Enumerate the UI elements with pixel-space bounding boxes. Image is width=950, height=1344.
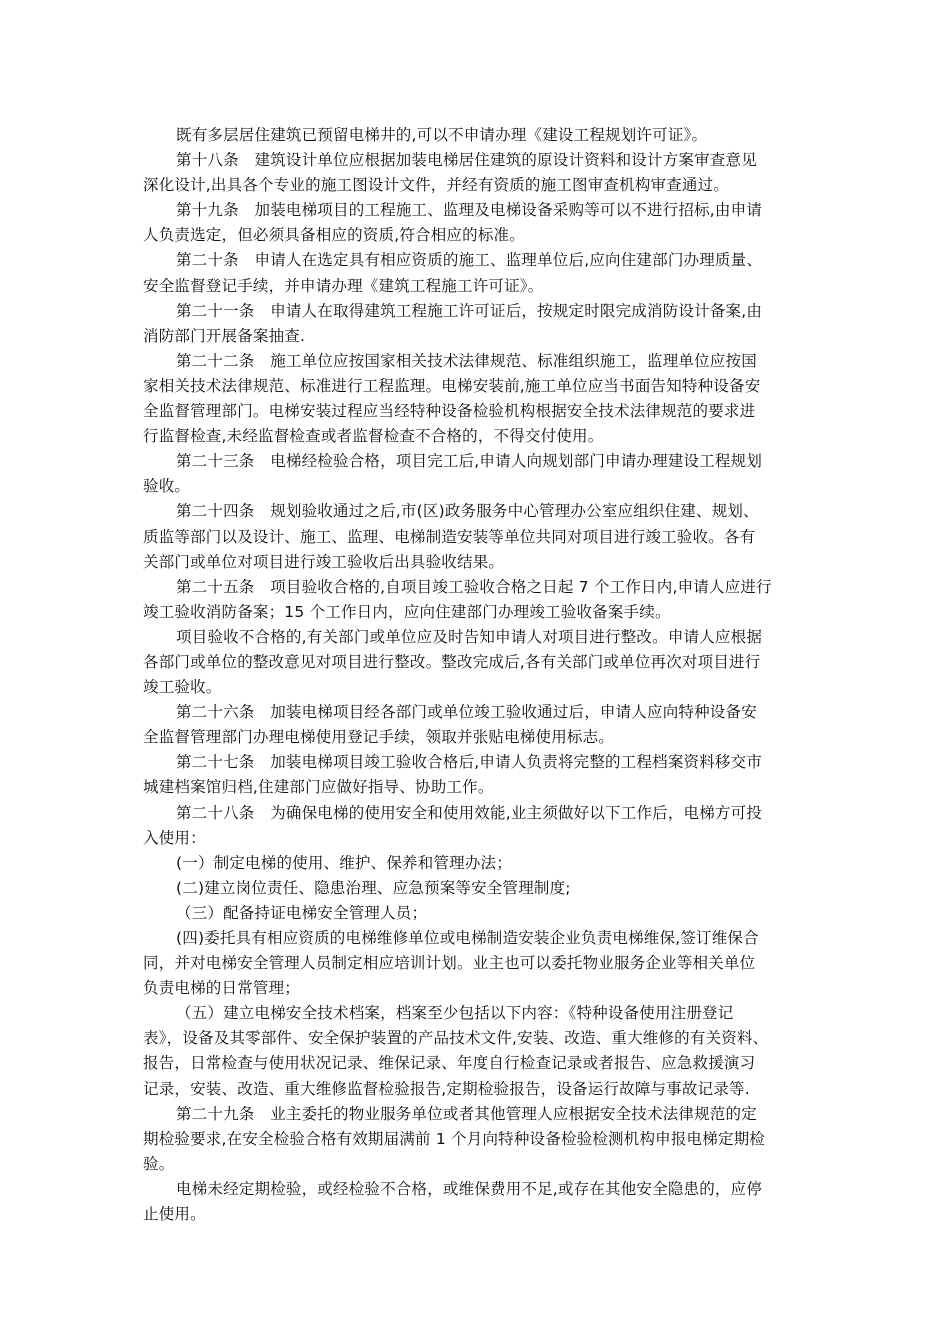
text-line: (四)委托具有相应资质的电梯维修单位或电梯制造安装企业负责电梯维保,签订维保合 (176, 929, 759, 947)
text-line: 记录，安装、改造、重大维修监督检验报告,定期检验报告，设备运行故障与事故记录等. (143, 1079, 750, 1098)
text-line: 入使用： (143, 828, 206, 847)
document-body (143, 123, 808, 1227)
text-line: (一）制定电梯的使用、维护、保养和管理办法； (176, 853, 512, 872)
text-line: 第二十九条 业主委托的物业服务单位或者其他管理人应根据安全技术法律规范的定 (176, 1104, 757, 1123)
text-line: 第十九条 加装电梯项目的工程施工、监理及电梯设备采购等可以不进行招标,由申请 (176, 201, 763, 220)
text-line: 质监等部门以及设计、施工、监理、电梯制造安装等单位共同对项目进行竣工验收。各有 (143, 527, 756, 546)
text-line: 竣工验收消防备案；15 个工作日内，应向住建部门办理竣工验收备案手续。 (143, 602, 671, 621)
text-line: 第二十七条 加装电梯项目竣工验收合格后,申请人负责将完整的工程档案资料移交市 (176, 753, 763, 772)
text-line: 负责电梯的日常管理； (143, 979, 301, 998)
text-line: 关部门或单位对项目进行竣工验收后出具验收结果。 (143, 552, 505, 571)
text-line: 第二十二条 施工单位应按国家相关技术法律规范、标准组织施工，监理单位应按国 (176, 351, 757, 370)
text-line: 第二十六条 加装电梯项目经各部门或单位竣工验收通过后，申请人应向特种设备安 (176, 703, 757, 722)
text-line: （五）建立电梯安全技术档案，档案至少包括以下内容：《特种设备使用注册登记 (176, 1004, 734, 1023)
text-line: 报告，日常检查与使用状况记录、维保记录、年度自行检查记录或者报告、应急救援演习 (143, 1054, 756, 1073)
text-line: 期检验要求,在安全检验合格有效期届满前 1 个月向特种设备检验检测机构申报电梯定期检 (143, 1129, 766, 1148)
text-line: 第二十条 申请人在选定具有相应资质的施工、监理单位后,应向住建部门办理质量、 (176, 251, 763, 270)
text-line: 第二十一条 申请人在取得建筑工程施工许可证后，按规定时限完成消防设计备案,由 (176, 301, 763, 320)
text-line: 止使用。 (143, 1205, 206, 1224)
text-line: 城建档案馆归档,住建部门应做好指导、协助工作。 (143, 778, 494, 797)
text-line: 项目验收不合格的,有关部门或单位应及时告知申请人对项目进行整改。申请人应根据 (176, 627, 763, 646)
text-line: 第二十三条 电梯经检验合格，项目完工后,申请人向规划部门申请办理建设工程规划 (176, 452, 763, 471)
text-line: 第二十八条 为确保电梯的使用安全和使用效能,业主须做好以下工作后，电梯方可投 (176, 803, 763, 822)
text-line: 安全监督登记手续，并申请办理《建筑工程施工许可证》。 (143, 276, 544, 295)
text-line: 验收。 (143, 477, 191, 496)
text-line: 各部门或单位的整改意见对项目进行整改。整改完成后,各有关部门或单位再次对项目进行 (143, 652, 761, 671)
text-line: (二)建立岗位责任、隐患治理、应急预案等安全管理制度; (176, 878, 571, 897)
text-line: 既有多层居住建筑已预留电梯井的,可以不申请办理《建设工程规划许可证》。 (176, 126, 708, 144)
text-line: 全监督管理部门办理电梯使用登记手续，领取并张贴电梯使用标志。 (143, 728, 615, 747)
text-line: 深化设计,出具各个专业的施工图设计文件，并经有资质的施工图审查机构审查通过。 (143, 176, 730, 195)
text-line: 第二十五条 项目验收合格的,自项目竣工验收合格之日起 7 个工作日内,申请人应进行 (176, 577, 772, 596)
text-line: （三）配备持证电梯安全管理人员； (176, 903, 428, 922)
text-line: 第十八条 建筑设计单位应根据加装电梯居住建筑的原设计资料和设计方案审查意见 (176, 151, 757, 170)
text-line: 表》，设备及其零部件、安全保护装置的产品技术文件,安装、改造、重大维修的有关资料、 (143, 1029, 769, 1048)
text-line: 行监督检查,未经监督检查或者监督检查不合格的，不得交付使用。 (143, 427, 604, 446)
text-line: 人负责选定，但必须具备相应的资质,符合相应的标准。 (143, 226, 525, 245)
text-line: 第二十四条 规划验收通过之后,市(区)政务服务中心管理办公室应组织住建、规划、 (176, 502, 759, 521)
text-line: 验。 (143, 1154, 175, 1173)
text-line: 家相关技术法律规范、标准进行工程监理。电梯安装前,施工单位应当书面告知特种设备安 (143, 376, 761, 395)
text-line: 竣工验收。 (143, 678, 222, 697)
text-line: 电梯未经定期检验，或经检验不合格，或维保费用不足,或存在其他安全隐患的，应停 (176, 1179, 763, 1198)
text-line: 全监督管理部门。电梯安装过程应当经特种设备检验机构根据安全技术法律规范的要求进 (143, 402, 756, 421)
text-line: 消防部门开展备案抽查. (143, 326, 306, 345)
text-line: 同，并对电梯安全管理人员制定相应培训计划。业主也可以委托物业服务企业等相关单位 (143, 954, 756, 973)
